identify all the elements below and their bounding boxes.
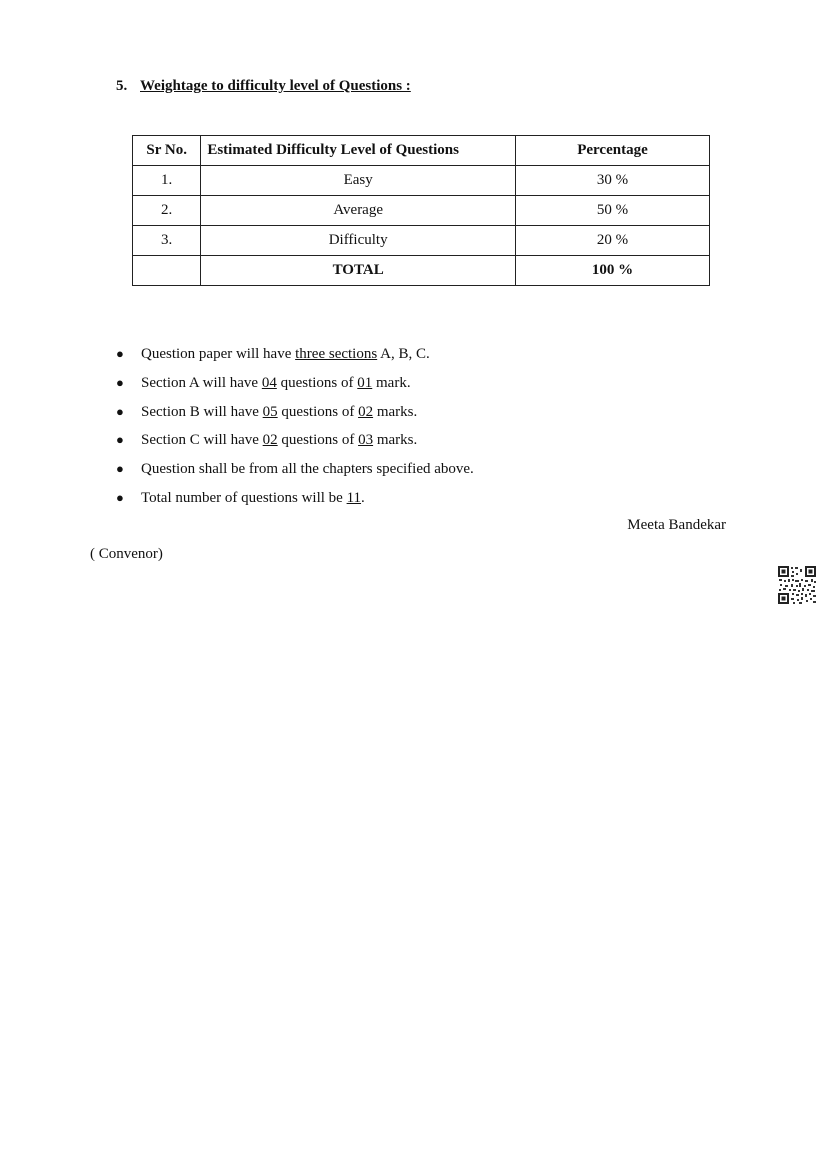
- row-percentage: 50 %: [515, 196, 709, 226]
- total-sr: [133, 256, 201, 286]
- bullet-icon: ●: [116, 461, 124, 477]
- header-sr-no: Sr No.: [133, 136, 201, 166]
- bullet-icon: ●: [116, 374, 124, 390]
- table-header-row: [133, 136, 710, 166]
- note-text: Section B will have 05 questions of 02 marks.: [141, 403, 418, 420]
- signatory-name: Meeta Bandekar: [627, 517, 726, 533]
- total-percentage: 100 %: [515, 256, 709, 286]
- table-row: [133, 226, 710, 256]
- row-sr: 1.: [133, 166, 201, 196]
- list-item: [116, 401, 474, 430]
- table-row: [133, 196, 710, 226]
- bullet-icon: ●: [116, 403, 124, 419]
- bullet-icon: ●: [116, 432, 124, 448]
- list-item: [116, 429, 474, 458]
- table-total-row: [133, 256, 710, 286]
- header-percentage: Percentage: [515, 136, 709, 166]
- bullet-icon: ●: [116, 489, 124, 505]
- note-text: Total number of questions will be 11.: [141, 489, 365, 506]
- section-title: Weightage to difficulty level of Questions :: [140, 78, 411, 94]
- section-number: 5.: [116, 78, 128, 94]
- row-sr: 3.: [133, 226, 201, 256]
- note-text: Question shall be from all the chapters specified above.: [141, 461, 474, 478]
- row-level: Easy: [201, 166, 516, 196]
- total-label: TOTAL: [201, 256, 516, 286]
- row-sr: 2.: [133, 196, 201, 226]
- note-text: Section C will have 02 questions of 03 marks.: [141, 432, 418, 449]
- list-item: [116, 343, 474, 372]
- row-percentage: 20 %: [515, 226, 709, 256]
- signatory-role: ( Convenor): [90, 546, 163, 562]
- instructions-list: [116, 343, 474, 516]
- qr-code-icon: [777, 565, 817, 605]
- list-item: [116, 487, 474, 516]
- difficulty-table: [132, 135, 710, 286]
- note-text: Section A will have 04 questions of 01 mark.: [141, 374, 411, 391]
- bullet-icon: ●: [116, 346, 124, 361]
- row-level: Difficulty: [201, 226, 516, 256]
- note-text: Question paper will have three sections A, B, C.: [141, 346, 430, 362]
- row-percentage: 30 %: [515, 166, 709, 196]
- section-heading: [116, 78, 411, 95]
- row-level: Average: [201, 196, 516, 226]
- header-difficulty-level: Estimated Difficulty Level of Questions: [201, 136, 516, 166]
- list-item: [116, 458, 474, 487]
- table-row: [133, 166, 710, 196]
- list-item: [116, 372, 474, 401]
